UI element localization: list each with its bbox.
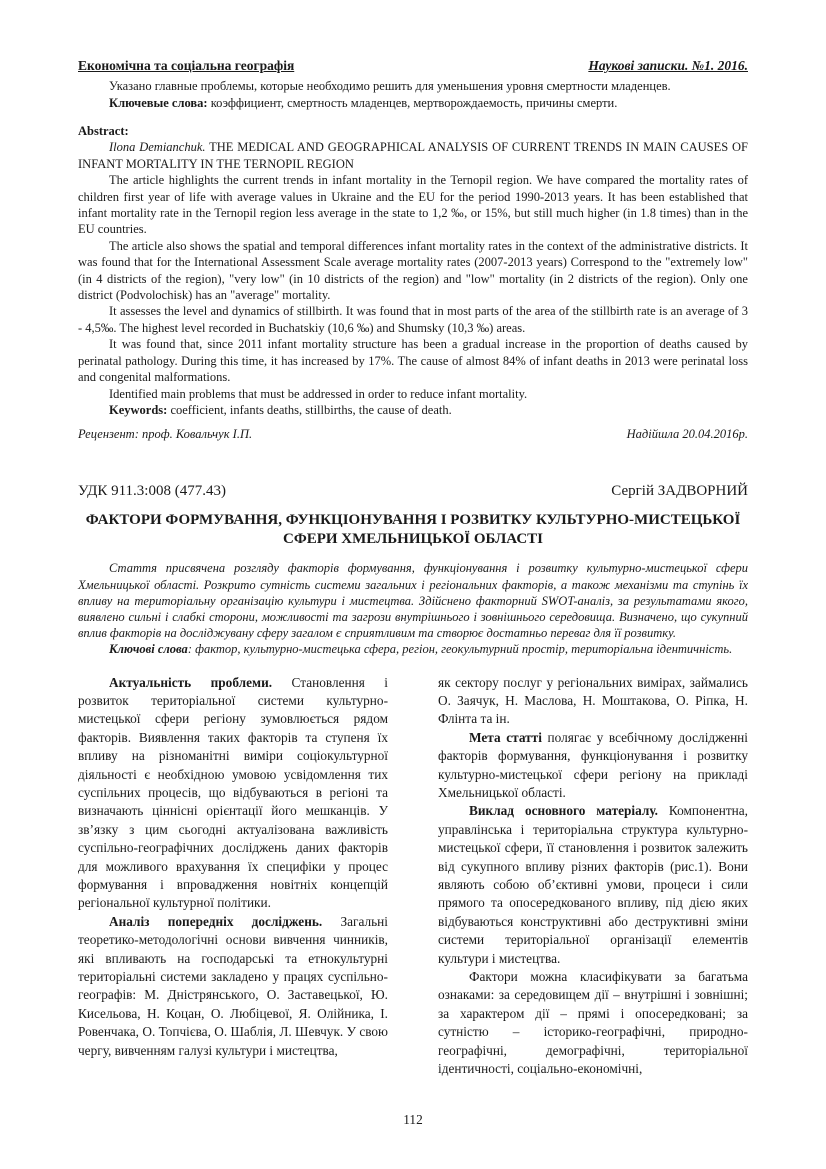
body-columns [78, 674, 748, 1079]
english-abstract [78, 123, 748, 418]
section-text: Загальні теоретико-методологічні основи вивчення чинників, які впливають на господарські та етнокультурні територіальні системи закладено у працях суспільно-географів: М. Дністрянського, О. Заставецької, Ю. Кисельова, Н. Коцан, О. Любіцевої, Я. Олійника, І. Ровенчака, О. Топчієва, О. Шаблія, Л. Шевчук. У свою чергу, вивченням галузі культури і мистецтва, [78, 913, 388, 1058]
section-main-material [438, 802, 748, 968]
keywords-text: : фактор, культурно-мистецька сфера, регіон, геокультурний простір, територіальна ідентичність. [187, 642, 733, 657]
section-heading: Актуальність проблеми. [109, 674, 273, 690]
abstract-heading [78, 139, 748, 172]
article-annotation [78, 560, 748, 657]
left-column [78, 674, 388, 1079]
header-section: Економічна та соціальна географія [78, 58, 295, 73]
received-date: Надійшла 20.04.2016р. [626, 427, 748, 442]
running-header [78, 58, 748, 74]
abstract-paragraph: The article highlights the current trends in infant mortality in the Ternopil region. We have compared the mortality rates of children first year of life with average values in Ukraine and the EU for the period 1990-2013 years. It has been established that infant mortality rate in the Ternopil region less average in the state to 1,2 ‰, or 15%, but still much higher (in 1.8 times) than in the EU countries. [78, 173, 748, 237]
abstract-paragraph: It was found that, since 2011 infant mortality structure has been a gradual increase in the proportion of deaths caused by perinatal pathology. During this time, it has increased by 17%. The cause of almost 84% of infant deaths in 2013 were perinatal loss and congenital malformations. [78, 337, 748, 385]
keywords-text: коэффициент, смертность младенцев, мертворождаемость, причины смерти. [207, 96, 618, 110]
reviewer: Рецензент: проф. Ковальчук І.П. [78, 427, 253, 442]
abstract-paragraph: It assesses the level and dynamics of stillbirth. It was found that in most parts of the area of the stillbirth rate is an average of 3 - 4,5‰. The highest level recorded in Buchatskiy (10,6 ‰) and Shumsky (10,3 ‰) areas. [78, 304, 748, 335]
header-journal: Наукові записки. №1. 2016. [588, 58, 748, 73]
abstract-keywords [78, 402, 748, 418]
body-paragraph: Фактори можна класифікувати за багатьма ознаками: за середовищем дії – внутрішні і зовнішні; за характером дії – прямі і опосередковані; за сутністю – історико-географічні, природно-географічні, демографічні, територіальної ідентичності, соціально-економічні, [438, 969, 748, 1077]
udc-code: УДК 911.3:008 (477.43) [78, 483, 226, 500]
section-heading: Мета статті [469, 729, 542, 745]
russian-abstract-tail: Указано главные проблемы, которые необходимо решить для уменьшения уровня смертности младенцев. [109, 79, 671, 93]
keywords-text: coefficient, infants deaths, stillbirths, the cause of death. [167, 402, 452, 417]
page [78, 58, 748, 1078]
abstract-paragraph: Identified main problems that must be addressed in order to reduce infant mortality. [109, 386, 528, 401]
abstract-paragraph: The article also shows the spatial and temporal differences infant mortality rates in the context of the administrative districts. It was found that for the International Assessment Scale average mortality rates (2007-2013 years) Correspond to the "extremely low" (in 4 districts of the region), "very low" (in 10 districts of the region) and "low" mortality (in 2 districts of the region). Only one district (Podvolochisk) has an "average" mortality. [78, 238, 748, 303]
section-aim [438, 729, 748, 803]
section-relevance [78, 674, 388, 913]
section-heading: Виклад основного матеріалу. [469, 803, 658, 819]
keywords-label: Ключевые слова: [109, 96, 208, 110]
section-text: полягає у всебічному дослідженні факторів формування, функціонування і розвитку культурно-мистецької сфери регіону на прикладі Хмельницької області. [438, 729, 748, 800]
page-number: 112 [403, 1112, 423, 1127]
keywords-label: Keywords: [109, 402, 168, 417]
review-line [78, 426, 748, 442]
section-text: Становлення і розвиток територіальної системи культурно-мистецької сфери регіону зумовлюється рядом факторів. Виявлення таких факторів та ступеня їх впливу на різноманітні виміри соціокультурної діяльності є необхідною умовою усвідомлення тих суспільних процесів, що відбуваються в регіоні та визначають ціннісні орієнтації його мешканців. У зв’язку з цим сьогодні актуалізована важливість суспільно-географічних досліджень даних факторів для можливого врахування їх специфіки у процес формування і впровадження новітніх концепцій регіональної культурної політики. [78, 674, 388, 911]
continued-paragraph: як сектору послуг у регіональних вимірах, займались О. Заячук, Н. Маслова, Н. Моштакова, О. Ріпка, Н. Флінта та ін. [438, 674, 748, 727]
russian-keywords [78, 95, 748, 111]
keywords-label: Ключові слова [109, 642, 188, 657]
article-author: Сергій ЗАДВОРНИЙ [611, 483, 748, 500]
article-meta [78, 482, 748, 500]
annotation-keywords [78, 641, 748, 657]
abstract-author: Ilona Demianchuk. [109, 140, 206, 155]
abstract-label: Abstract: [78, 124, 129, 138]
section-heading: Аналіз попередніх досліджень. [109, 913, 323, 929]
section-previous-research [78, 913, 388, 1060]
section-text: Компонентна, управлінська і територіальна структура культурно-мистецької сфери, її становлення і розвиток залежить від сукупного впливу різних факторів (рис.1). Вони являють собою об’єктивні умови, процеси і сили прямого та опосередкованого впливу, під дією яких відбуваються конструктивні або деструктивні зміни системи територіальної організації елементів культури і мистецтва. [438, 803, 748, 966]
article-title: ФАКТОРИ ФОРМУВАННЯ, ФУНКЦІОНУВАННЯ І РОЗВИТКУ КУЛЬТУРНО-МИСТЕЦЬКОЇ СФЕРИ ХМЕЛЬНИЦЬКОЇ ОБЛАСТІ [85, 512, 741, 547]
abstract-title: THE MEDICAL AND GEOGRAPHICAL ANALYSIS OF CURRENT TRENDS IN MAIN CAUSES OF INFANT MORTALITY IN THE TERNOPIL REGION [78, 140, 748, 171]
right-column [438, 674, 748, 1079]
annotation-text: Стаття присвячена розгляду факторів формування, функціонування і розвитку культурно-мистецької сфери Хмельницької області. Розкрито сутність системи загальних і регіональних факторів, а також механізми та ступінь їх впливу на територіальну організацію культури і мистецтва. Здійснено факторний SWOT-аналіз, за результатами якого, виявлено сильні і слабкі сторони, можливості та загрози внутрішнього і зовнішнього середовища. Визначено, що сукупний вплив факторів на досліджувану сферу загалом є сприятливим та створює достатньо переваг для її розвитку. [78, 561, 748, 641]
